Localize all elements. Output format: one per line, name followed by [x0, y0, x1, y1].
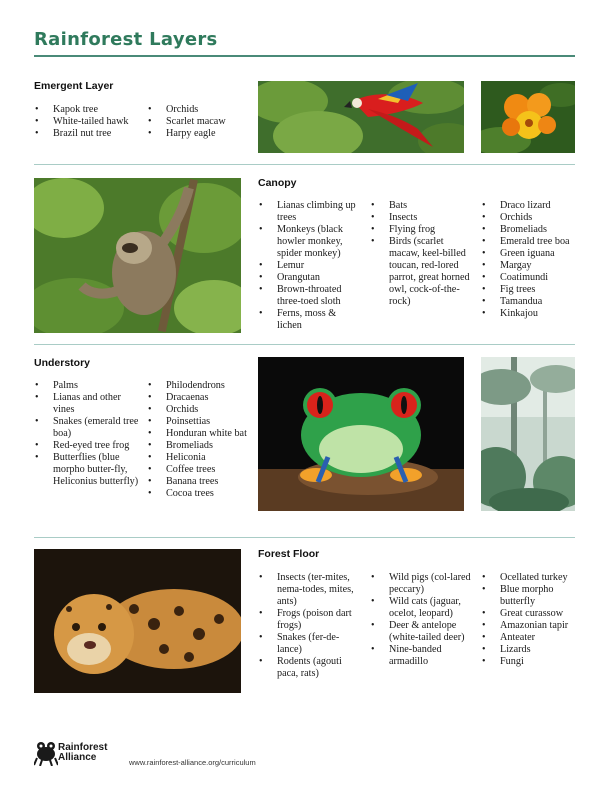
- list-item: • Insects: [370, 212, 473, 224]
- canopy-list-3: [481, 200, 581, 320]
- section-divider: [34, 344, 575, 345]
- misty-forest-photo: [481, 357, 575, 511]
- list-item: • Orangutan: [258, 272, 361, 284]
- list-item: • White-tailed hawk: [34, 116, 142, 128]
- list-item: • Banana trees: [147, 476, 255, 488]
- title-divider: [34, 55, 575, 57]
- list-item: • Lemur: [258, 260, 361, 272]
- frog-icon: [34, 738, 58, 766]
- understory-heading: Understory: [34, 357, 91, 369]
- list-item: • Red-eyed tree frog: [34, 440, 142, 452]
- list-item: • Honduran white bat: [147, 428, 255, 440]
- list-item: • Scarlet macaw: [147, 116, 255, 128]
- list-item: • Brown-throated three-toed sloth: [258, 284, 361, 308]
- section-divider: [34, 537, 575, 538]
- list-item: • Draco lizard: [481, 200, 581, 212]
- list-item: • Amazonian tapir: [481, 620, 581, 632]
- list-item: • Margay: [481, 260, 581, 272]
- logo-wordmark: [58, 743, 107, 763]
- list-item: • Bromeliads: [481, 224, 581, 236]
- list-item: • Poinsettias: [147, 416, 255, 428]
- footer-url[interactable]: www.rainforest-alliance.org/curriculum: [129, 758, 256, 767]
- list-item: • Fig trees: [481, 284, 581, 296]
- list-item: • Emerald tree boa: [481, 236, 581, 248]
- list-item: • Fungi: [481, 656, 581, 668]
- list-item: • Frogs (poison dart frogs): [258, 608, 361, 632]
- sloth-photo: [34, 178, 241, 333]
- page-title: Rainforest Layers: [34, 29, 218, 50]
- logo-line-1: Rainforest: [58, 742, 108, 753]
- list-item: • Heliconia: [147, 452, 255, 464]
- list-item: • Great curassow: [481, 608, 581, 620]
- logo-line-2: Alliance: [58, 752, 97, 763]
- list-item: • Bromeliads: [147, 440, 255, 452]
- list-item: • Dracaenas: [147, 392, 255, 404]
- list-item: • Snakes (emerald tree boa): [34, 416, 142, 440]
- list-item: • Kapok tree: [34, 104, 142, 116]
- list-item: • Coffee trees: [147, 464, 255, 476]
- list-item: • Green iguana: [481, 248, 581, 260]
- list-item: • Orchids: [147, 404, 255, 416]
- list-item: • Snakes (fer-de-lance): [258, 632, 361, 656]
- list-item: • Nine-banded armadillo: [370, 644, 473, 668]
- list-item: • Ocellated turkey: [481, 572, 581, 584]
- canopy-heading: Canopy: [258, 177, 297, 189]
- list-item: • Kinkajou: [481, 308, 581, 320]
- jaguar-photo: [34, 549, 241, 693]
- emergent-heading: Emergent Layer: [34, 80, 114, 92]
- list-item: • Flying frog: [370, 224, 473, 236]
- understory-list-2: [147, 380, 255, 500]
- list-item: • Lianas and other vines: [34, 392, 142, 416]
- list-item: • Tamandua: [481, 296, 581, 308]
- list-item: • Philodendrons: [147, 380, 255, 392]
- emergent-list-1: [34, 104, 142, 140]
- canopy-list-2: [370, 200, 473, 308]
- list-item: • Orchids: [481, 212, 581, 224]
- list-item: • Rodents (agouti paca, rats): [258, 656, 361, 680]
- emergent-list-2: [147, 104, 255, 140]
- list-item: • Bats: [370, 200, 473, 212]
- forest-floor-list-3: [481, 572, 581, 668]
- list-item: • Blue morpho butterfly: [481, 584, 581, 608]
- forest-floor-heading: Forest Floor: [258, 548, 320, 560]
- canopy-list-1: [258, 200, 361, 332]
- forest-floor-list-1: [258, 572, 361, 680]
- list-item: • Lizards: [481, 644, 581, 656]
- list-item: • Ferns, moss & lichen: [258, 308, 361, 332]
- section-divider: [34, 164, 575, 165]
- red-eyed-tree-frog-photo: [258, 357, 464, 511]
- list-item: • Orchids: [147, 104, 255, 116]
- list-item: • Lianas climbing up trees: [258, 200, 361, 224]
- list-item: • Wild cats (jaguar, ocelot, leopard): [370, 596, 473, 620]
- list-item: • Coatimundi: [481, 272, 581, 284]
- list-item: • Insects (ter-mites, nema-todes, mites, ants): [258, 572, 361, 608]
- orange-orchid-photo: [481, 81, 575, 153]
- list-item: • Wild pigs (col-lared peccary): [370, 572, 473, 596]
- list-item: • Butterflies (blue morpho butter-fly, Heliconius butterfly): [34, 452, 142, 488]
- list-item: • Monkeys (black howler monkey, spider monkey): [258, 224, 361, 260]
- forest-floor-list-2: [370, 572, 473, 668]
- list-item: • Deer & antelope (white-tailed deer): [370, 620, 473, 644]
- list-item: • Palms: [34, 380, 142, 392]
- list-item: • Brazil nut tree: [34, 128, 142, 140]
- scarlet-macaw-photo: [258, 81, 464, 153]
- list-item: • Harpy eagle: [147, 128, 255, 140]
- list-item: • Birds (scarlet macaw, keel-billed toucan, red-lored parrot, great horned owl, cock-of-the-rock): [370, 236, 473, 308]
- understory-list-1: [34, 380, 142, 488]
- list-item: • Anteater: [481, 632, 581, 644]
- list-item: • Cocoa trees: [147, 488, 255, 500]
